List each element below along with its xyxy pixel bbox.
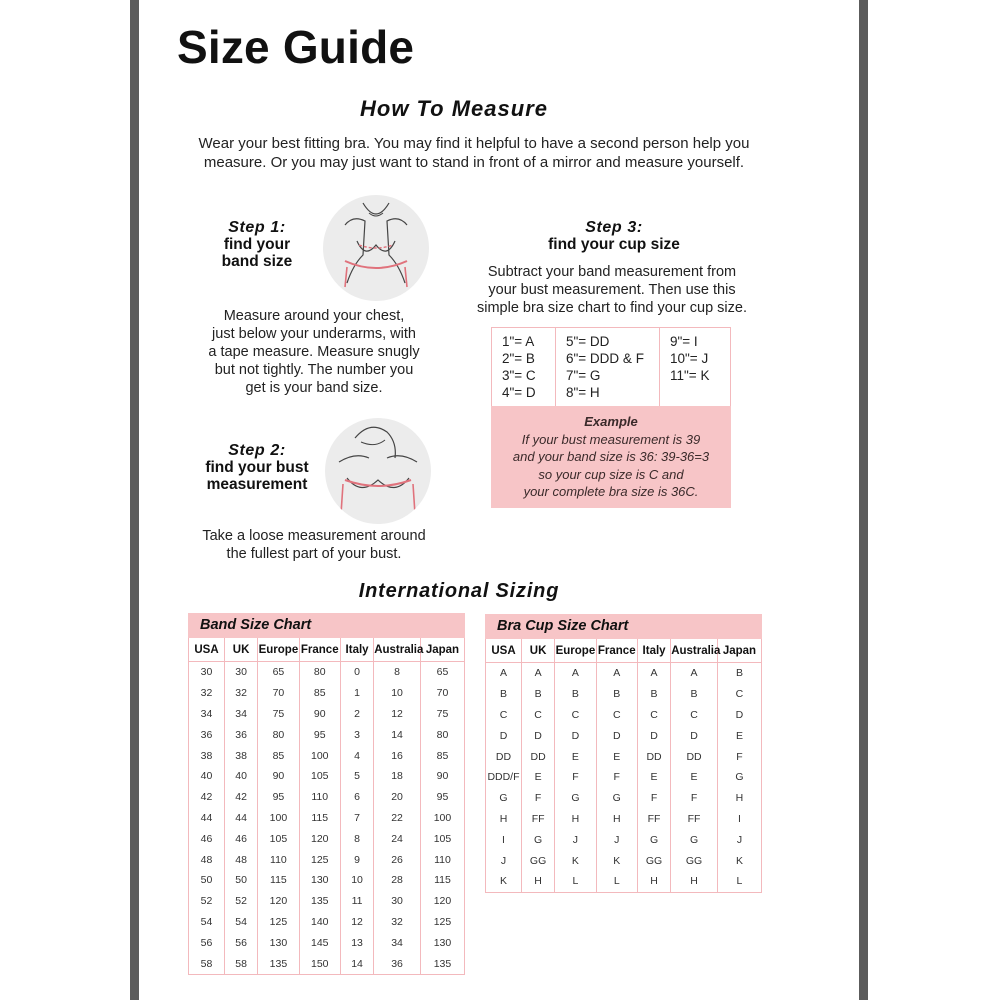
band-cell: 115 [420,870,464,891]
table-row [189,745,465,766]
cup-cell: E [671,767,718,788]
step2-text-line: Take a loose measurement around [202,528,426,544]
step3-text-line: Subtract your band measurement from [487,264,737,280]
table-row [189,849,465,870]
band-cell: 100 [420,808,464,829]
cup-cell: D [555,725,596,746]
band-cell: 36 [374,953,421,974]
band-cell: 110 [420,849,464,870]
table-row [189,870,465,891]
band-size-table [188,638,465,975]
step1-text-line: but not tightly. The number you [214,362,414,378]
band-cell: 40 [224,766,257,787]
cup-cell: FF [637,809,670,830]
band-cell: 34 [224,704,257,725]
right-frame [859,0,1000,1000]
band-cell: 26 [374,849,421,870]
cup-cell: F [596,767,637,788]
band-cell: 0 [340,662,373,683]
band-cell: 18 [374,766,421,787]
band-cell: 38 [189,745,225,766]
cup-header-row [486,639,762,663]
band-cell: 30 [374,891,421,912]
cup-cell: H [717,788,761,809]
band-cell: 44 [224,808,257,829]
table-row [189,932,465,953]
cup-difference-entry: 6"= DDD & F [566,351,644,366]
cup-difference-grid [491,327,731,406]
table-row [486,725,762,746]
band-cell: 80 [420,724,464,745]
band-column-header: USA [189,638,225,662]
band-cell: 56 [189,932,225,953]
band-cell: 80 [299,662,340,683]
band-column-header: Australia [374,638,421,662]
cup-cell: A [486,663,522,684]
band-cell: 44 [189,808,225,829]
cup-cell: J [555,829,596,850]
band-cell: 90 [258,766,299,787]
band-cell: 80 [258,724,299,745]
table-row [486,705,762,726]
band-cell: 70 [258,683,299,704]
step3-text-line: your bust measurement. Then use this [488,282,736,298]
band-cell: 100 [299,745,340,766]
band-cell: 85 [299,683,340,704]
table-row [486,746,762,767]
table-row [189,683,465,704]
band-cell: 75 [258,704,299,725]
cup-cell: D [671,725,718,746]
cup-size-table [485,639,762,893]
band-cell: 130 [420,932,464,953]
band-cell: 145 [299,932,340,953]
cup-difference-entry: 7"= G [566,368,601,383]
cup-cell: F [521,788,554,809]
cup-cell: GG [637,850,670,871]
cup-cell: A [637,663,670,684]
band-cell: 16 [374,745,421,766]
page-title: Size Guide [177,21,415,73]
cup-chart-title: Bra Cup Size Chart [485,614,762,639]
cup-cell: B [596,684,637,705]
band-cell: 40 [189,766,225,787]
cup-cell: H [521,871,554,892]
cup-difference-column [556,328,660,406]
cup-difference-entry: 11"= K [670,368,710,383]
cup-difference-entry: 4"= D [502,385,536,400]
cup-cell: DD [671,746,718,767]
cup-cell: G [637,829,670,850]
band-cell: 30 [224,662,257,683]
band-column-header: Europe [258,638,299,662]
band-cell: 14 [340,953,373,974]
cup-cell: B [671,684,718,705]
band-cell: 105 [299,766,340,787]
cup-cell: E [555,746,596,767]
band-cell: 2 [340,704,373,725]
band-cell: 46 [189,828,225,849]
band-cell: 32 [374,912,421,933]
cup-difference-entry: 9"= I [670,334,698,349]
band-cell: 14 [374,724,421,745]
cup-cell: I [486,829,522,850]
cup-cell: J [596,829,637,850]
cup-cell: D [637,725,670,746]
cup-cell: H [596,809,637,830]
band-cell: 135 [299,891,340,912]
band-cell: 32 [224,683,257,704]
step1-text-line: Measure around your chest, [223,308,405,324]
example-line: so your cup size is C and [538,466,684,482]
cup-column-header: USA [486,639,522,663]
band-cell: 24 [374,828,421,849]
cup-cell: H [637,871,670,892]
example-line: If your bust measurement is 39 [521,431,701,447]
cup-difference-entry: 1"= A [502,334,535,349]
bra-cup-size-chart [485,614,762,893]
table-row [189,953,465,974]
table-row [486,767,762,788]
table-row [189,828,465,849]
band-cell: 48 [189,849,225,870]
band-cell: 90 [299,704,340,725]
cup-cell: E [637,767,670,788]
cup-cell: FF [671,809,718,830]
band-cell: 42 [224,787,257,808]
band-cell: 135 [420,953,464,974]
cup-cell: A [521,663,554,684]
step3-heading [504,219,724,253]
band-cell: 36 [224,724,257,745]
table-row [189,766,465,787]
cup-cell: B [637,684,670,705]
band-cell: 52 [189,891,225,912]
cup-cell: F [555,767,596,788]
table-row [486,663,762,684]
cup-cell: G [717,767,761,788]
intro-line: measure. Or you may just want to stand in front of a mirror and measure yourself. [203,154,745,171]
intro-text [189,134,759,172]
band-cell: 75 [420,704,464,725]
band-cell: 46 [224,828,257,849]
cup-cell: DD [637,746,670,767]
band-cell: 8 [340,828,373,849]
band-cell: 58 [224,953,257,974]
cup-cell: D [521,725,554,746]
cup-cell: L [555,871,596,892]
cup-difference-entry: 2"= B [502,351,535,366]
band-cell: 70 [420,683,464,704]
band-cell: 28 [374,870,421,891]
cup-cell: B [717,663,761,684]
cup-cell: K [486,871,522,892]
cup-cell: I [717,809,761,830]
cup-cell: L [717,871,761,892]
cup-column-header: Australia [671,639,718,663]
table-row [486,809,762,830]
band-cell: 5 [340,766,373,787]
cup-cell: B [521,684,554,705]
band-cell: 150 [299,953,340,974]
band-cell: 50 [224,870,257,891]
band-cell: 48 [224,849,257,870]
band-cell: 34 [189,704,225,725]
band-cell: 54 [189,912,225,933]
step3-description [467,263,757,317]
band-cell: 95 [420,787,464,808]
step3-text-line: simple bra size chart to find your cup size. [477,300,747,316]
band-column-header: UK [224,638,257,662]
cup-cell: DDD/F [486,767,522,788]
table-row [486,788,762,809]
cup-cell: D [486,725,522,746]
band-cell: 130 [299,870,340,891]
band-cell: 36 [189,724,225,745]
right-frame-stripe [859,0,868,1000]
band-measure-illustration-icon [323,195,429,301]
example-title: Example [584,414,638,429]
step2-heading [194,442,320,493]
cup-cell: K [555,850,596,871]
band-cell: 65 [258,662,299,683]
example-line: your complete bra size is 36C. [523,484,699,499]
band-cell: 120 [258,891,299,912]
table-row [486,850,762,871]
cup-cell: E [521,767,554,788]
cup-cell: A [555,663,596,684]
band-cell: 90 [420,766,464,787]
cup-column-header: Italy [637,639,670,663]
band-cell: 110 [258,849,299,870]
band-cell: 38 [224,745,257,766]
cup-cell: E [717,725,761,746]
cup-difference-entry: 10"= J [670,351,709,366]
cup-cell: C [555,705,596,726]
band-cell: 105 [420,828,464,849]
cup-cell: C [637,705,670,726]
cup-table-body [486,663,762,893]
cup-cell: H [671,871,718,892]
cup-cell: E [596,746,637,767]
band-cell: 30 [189,662,225,683]
cup-cell: B [486,684,522,705]
band-column-header: Italy [340,638,373,662]
band-cell: 34 [374,932,421,953]
band-cell: 20 [374,787,421,808]
band-cell: 100 [258,808,299,829]
table-row [189,808,465,829]
cup-difference-entry: 3"= C [502,368,536,383]
cup-column-header: Europe [555,639,596,663]
step1-text-line: a tape measure. Measure snugly [208,344,420,360]
band-cell: 125 [258,912,299,933]
band-column-header: Japan [420,638,464,662]
cup-cell: DD [521,746,554,767]
cup-difference-column [492,328,556,406]
band-cell: 56 [224,932,257,953]
table-row [189,724,465,745]
band-column-header: France [299,638,340,662]
cup-column-header: France [596,639,637,663]
cup-cell: J [486,850,522,871]
band-cell: 125 [420,912,464,933]
cup-cell: J [717,829,761,850]
cup-cell: K [596,850,637,871]
cup-cell: C [521,705,554,726]
cup-cell: H [555,809,596,830]
left-frame [0,0,136,1000]
cup-cell: C [486,705,522,726]
international-sizing-heading: International Sizing [358,580,560,602]
cup-cell: B [555,684,596,705]
band-chart-title: Band Size Chart [188,613,465,638]
cup-difference-entry: 8"= H [566,385,600,400]
cup-cell: FF [521,809,554,830]
band-cell: 12 [340,912,373,933]
cup-difference-entry: 5"= DD [566,334,610,349]
cup-cell: C [717,684,761,705]
band-cell: 58 [189,953,225,974]
band-cell: 9 [340,849,373,870]
step1-text-line: get is your band size. [245,380,383,396]
cup-cell: GG [521,850,554,871]
band-cell: 3 [340,724,373,745]
band-cell: 52 [224,891,257,912]
table-row [189,912,465,933]
cup-cell: F [637,788,670,809]
band-cell: 6 [340,787,373,808]
cup-cell: G [555,788,596,809]
cup-column-header: UK [521,639,554,663]
band-size-chart [188,613,465,975]
cup-cell: G [596,788,637,809]
table-row [189,891,465,912]
cup-cell: G [671,829,718,850]
cup-cell: G [486,788,522,809]
band-cell: 110 [299,787,340,808]
step3-number: Step 3: [585,219,643,236]
band-cell: 95 [258,787,299,808]
band-cell: 125 [299,849,340,870]
table-row [486,829,762,850]
band-cell: 4 [340,745,373,766]
cup-cell: A [596,663,637,684]
cup-cell: GG [671,850,718,871]
band-cell: 130 [258,932,299,953]
cup-cell: F [671,788,718,809]
step1-line: band size [221,253,293,270]
cup-cell: H [486,809,522,830]
step1-line: find your [223,236,291,253]
band-cell: 115 [258,870,299,891]
band-cell: 115 [299,808,340,829]
step2-line: find your bust [205,459,309,476]
band-cell: 10 [340,870,373,891]
how-to-measure-heading: How To Measure [360,96,548,121]
band-cell: 42 [189,787,225,808]
band-cell: 120 [420,891,464,912]
intro-line: Wear your best fitting bra. You may find it helpful to have a second person help you [198,135,750,152]
band-cell: 120 [299,828,340,849]
band-cell: 13 [340,932,373,953]
band-cell: 22 [374,808,421,829]
band-cell: 7 [340,808,373,829]
cup-cell: L [596,871,637,892]
cup-cell: C [671,705,718,726]
band-cell: 8 [374,662,421,683]
band-cell: 85 [420,745,464,766]
table-row [486,871,762,892]
band-cell: 10 [374,683,421,704]
band-header-row [189,638,465,662]
cup-column-header: Japan [717,639,761,663]
band-cell: 50 [189,870,225,891]
band-cell: 32 [189,683,225,704]
step2-description [194,527,434,563]
example-line: and your band size is 36: 39-36=3 [512,449,710,464]
cup-cell: A [671,663,718,684]
step2-text-line: the fullest part of your bust. [226,546,402,562]
band-cell: 140 [299,912,340,933]
band-cell: 105 [258,828,299,849]
cup-difference-table [491,327,731,508]
step1-heading [197,219,317,270]
band-cell: 54 [224,912,257,933]
table-row [189,704,465,725]
step2-number: Step 2: [228,442,286,459]
band-cell: 65 [420,662,464,683]
table-row [189,662,465,683]
size-guide-page [139,0,859,1000]
cup-cell: DD [486,746,522,767]
band-table-body [189,662,465,975]
cup-cell: K [717,850,761,871]
cup-cell: G [521,829,554,850]
table-row [486,684,762,705]
table-row [189,787,465,808]
step1-text-line: just below your underarms, with [212,326,416,342]
cup-cell: F [717,746,761,767]
band-cell: 11 [340,891,373,912]
step2-line: measurement [206,476,308,493]
cup-cell: D [596,725,637,746]
cup-cell: D [717,705,761,726]
band-cell: 135 [258,953,299,974]
band-cell: 1 [340,683,373,704]
band-cell: 12 [374,704,421,725]
left-frame-stripe [130,0,139,1000]
cup-cell: C [596,705,637,726]
step1-description [194,307,434,397]
step3-line: find your cup size [548,236,680,253]
band-cell: 95 [299,724,340,745]
bust-measure-illustration-icon [325,418,431,524]
band-cell: 85 [258,745,299,766]
example-box [491,406,731,508]
cup-difference-column [660,328,730,406]
step1-number: Step 1: [228,219,286,236]
